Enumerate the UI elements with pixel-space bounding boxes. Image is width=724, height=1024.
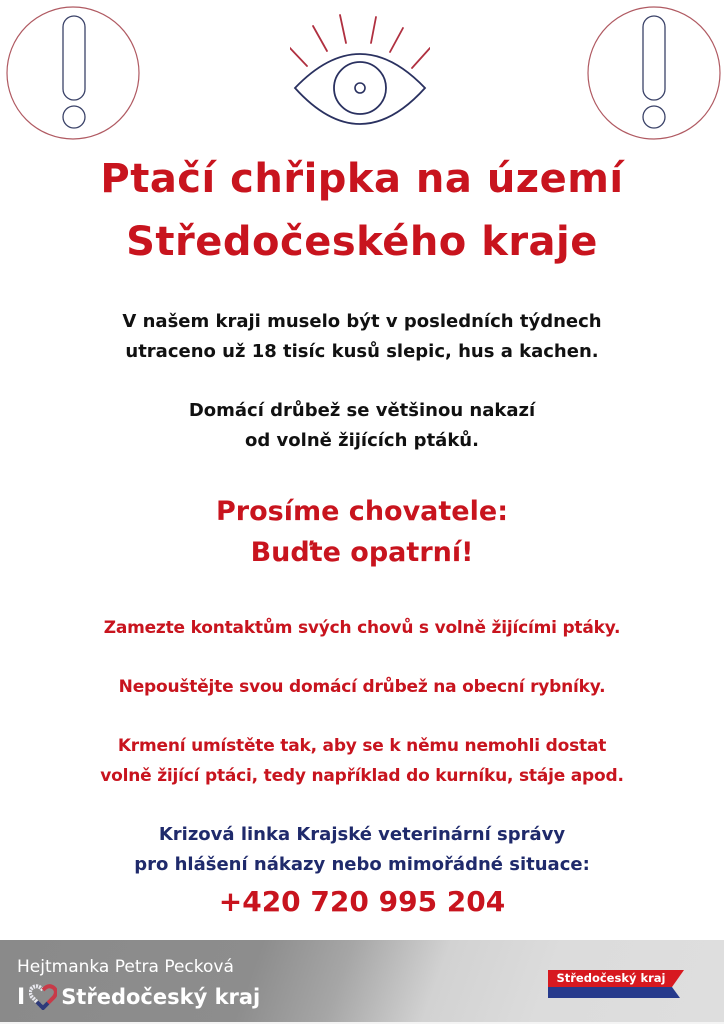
flag-label: Středočeský kraj (556, 971, 666, 985)
text-line: od volně žijících ptáků. (245, 430, 479, 451)
title-line: Středočeského kraje (126, 219, 598, 265)
lead-paragraph-infection-source (0, 396, 724, 456)
brand-text: Středočeský kraj (61, 985, 261, 1009)
appeal-heading: Prosíme chovatele: (215, 496, 508, 527)
hotline-description (0, 820, 724, 880)
text-line: Domácí drůbež se většinou nakazí (188, 400, 536, 421)
text-line: Krmení umístěte tak, aby se k němu nemohli dostat (117, 736, 607, 756)
instruction-item (0, 731, 724, 791)
exclamation-circle-icon (586, 5, 722, 141)
text-line: V našem kraji muselo být v posledních týdnech (122, 311, 602, 332)
text-line: Nepouštějte svou domácí drůbež na obecní rybníky. (118, 677, 606, 697)
hotline-phone-number[interactable]: +420 720 995 204 (218, 885, 506, 918)
text-line: Zamezte kontaktům svých chovů s volně žijícími ptáky. (103, 618, 621, 638)
footer-governor-name: Hejtmanka Petra Pecková (17, 957, 234, 977)
title-line: Ptačí chřipka na území (100, 156, 624, 202)
footer-brand-logo (17, 982, 260, 1012)
eye-icon (290, 10, 430, 130)
appeal-heading: Buďte opatrní! (250, 537, 474, 568)
brand-prefix: I (17, 984, 26, 1010)
heart-icon (29, 984, 57, 1010)
instruction-item (0, 672, 724, 702)
instruction-item (0, 613, 724, 643)
text-line: utraceno už 18 tisíc kusů slepic, hus a kachen. (125, 341, 599, 362)
exclamation-circle-icon (5, 5, 141, 141)
text-line: pro hlášení nákazy nebo mimořádné situace: (134, 854, 590, 875)
lead-paragraph-culling (0, 307, 724, 367)
text-line: volně žijící ptáci, tedy například do kurníku, stáje apod. (100, 766, 624, 786)
text-line: Krizová linka Krajské veterinární správy (158, 824, 566, 845)
